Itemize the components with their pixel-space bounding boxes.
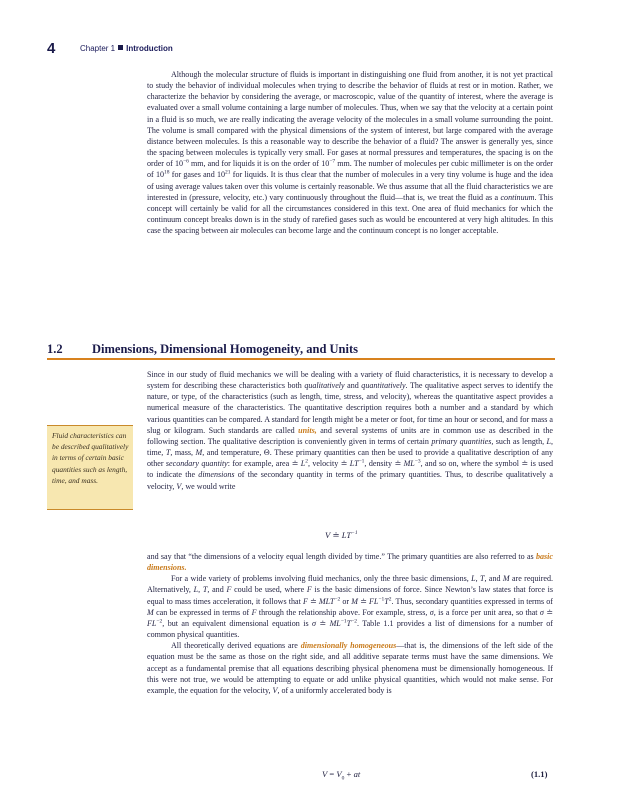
chapter-title: Introduction	[126, 44, 173, 53]
equation-1-1: $V = V_0$ + at	[322, 769, 361, 782]
dimensions-paragraph: Since in our study of fluid mechanics we will be dealing with a variety of fluid characteristics, it is necessary to develop a system for describing these characteristics both qualitatively and quantitatively. The qualitative aspect serves to identify the nature, or type, of the characteristics (such as length, time, stress, and velocity), whereas the quantitative aspect provides a numerical measure of the characteristics. The quantitative description requires both a number and a standard by which various quantities can be compared. A standard for length might be a meter or foot, for time an hour or second, and for mass a slug or kilogram. Such standards are called units, and several systems of units are in common use as described in the following section. The qualitative description is conveniently given in terms of certain primary quantities, such as length, L, time, T, mass, M, and temperature, Θ. These primary quantities can then be used to provide a qualitative description of any other secondary quantity: for example, area ≐ $L^2$, velocity ≐ $LT^{-1}$, density ≐ $ML^{-3}$, and so on, where the symbol ≐ is used to indicate the dimensions of the secondary quantity in terms of the primary quantities. Thus, to describe qualitatively a velocity, V, we would write	[147, 370, 554, 491]
margin-note: Fluid characteristics can be described qualitatively in terms of certain basic quantities such as length, time, and mass.	[47, 425, 133, 510]
section-number: 1.2	[47, 342, 63, 356]
page-number: 4	[47, 40, 56, 57]
square-bullet-icon	[118, 45, 123, 50]
basic-dimensions-paragraph: and say that “the dimensions of a velocity equal length divided by time.” The primary quantities are also referred to as basic dimensions. For a wide variety of problems involving fluid mechanics, only the three basic dimensions, L, T, and M are required. Alternatively, L, T, and F could be used, where F is the basic dimensions of force. Since Newton’s law states that force is equal to mass times acceleration, it follows that F ≐ $MLT^{-2}$ or M ≐ $FL^{-1}T^2$. Thus, secondary quantities expressed in terms of M can be expressed in terms of F through the relationship above. For example, stress, σ, is a force per unit area, so that σ ≐ $FL^{-2}$, but an equivalent dimensional equation is σ ≐ $ML^{-1}T^{-2}$. Table 1.1 provides a list of dimensions for a number of common physical quantities. All theoretically derived equations are dimensionally homogeneous—that is, the dimensions of the left side of the equation must be the same as those on the right side, and all additive separate terms must have the same dimensions. We accept as a fundamental premise that all equations describing physical phenomena must be dimensionally homogeneous. If this were not true, we would be attempting to equate or add unlike physical quantities, which would not make sense. For example, the equation for the velocity, V, of a uniformly accelerated body is	[147, 552, 553, 695]
section-divider	[47, 358, 555, 360]
velocity-dimension-equation: V ≐ $LT^{-1}$	[325, 530, 358, 540]
equation-number: (1.1)	[531, 769, 548, 779]
page-header	[47, 40, 587, 56]
term-units: units,	[298, 425, 317, 435]
chapter-label: Chapter 1 Introduction	[80, 44, 173, 53]
intro-paragraph: Although the molecular structure of fluids is important in distinguishing one fluid from another, it is not yet practical to study the behavior of individual molecules when trying to describe the behavior of fluids at rest or in motion. Rather, we characterize the behavior by considering the average, or macroscopic, value of the quantity of interest, where the average is evaluated over a small volume containing a large number of molecules. Thus, when we say that the velocity at a certain point in a fluid is so much, we are really indicating the average velocity of the molecules in a small volume surrounding the point. The volume is small compared with the physical dimensions of the system of interest, but large compared with the average distance between molecules. Is this a reasonable way to describe the behavior of a fluid? The answer is generally yes, since the spacing between molecules is typically very small. For gases at normal pressures and temperatures, the spacing is on the order of $10^{-6}$ mm, and for liquids it is on the order of $10^{-7}$ mm. The number of molecules per cubic millimeter is on the order of $10^{18}$ for gases and $10^{21}$ for liquids. It is thus clear that the number of molecules in a very tiny volume is huge and the idea of using average values taken over this volume is certainly reasonable. We thus assume that all the fluid characteristics we are interested in (pressure, velocity, etc.) vary continuously throughout the fluid—that is, we treat the fluid as a continuum. This concept will certainly be valid for all the circumstances considered in this text. One area of fluid mechanics for which the continuum concept breaks down is in the study of rarefied gases such as would be encountered at very high altitudes. In this case the spacing between air molecules can become large and the continuum concept is no longer acceptable.	[147, 70, 554, 236]
term-basic-dimensions: basic dimensions.	[147, 552, 553, 573]
section-title: Dimensions, Dimensional Homogeneity, and Units	[92, 342, 359, 356]
term-continuum: continuum	[500, 192, 535, 202]
term-dimensionally-homogeneous: dimensionally homogeneous	[300, 641, 397, 651]
